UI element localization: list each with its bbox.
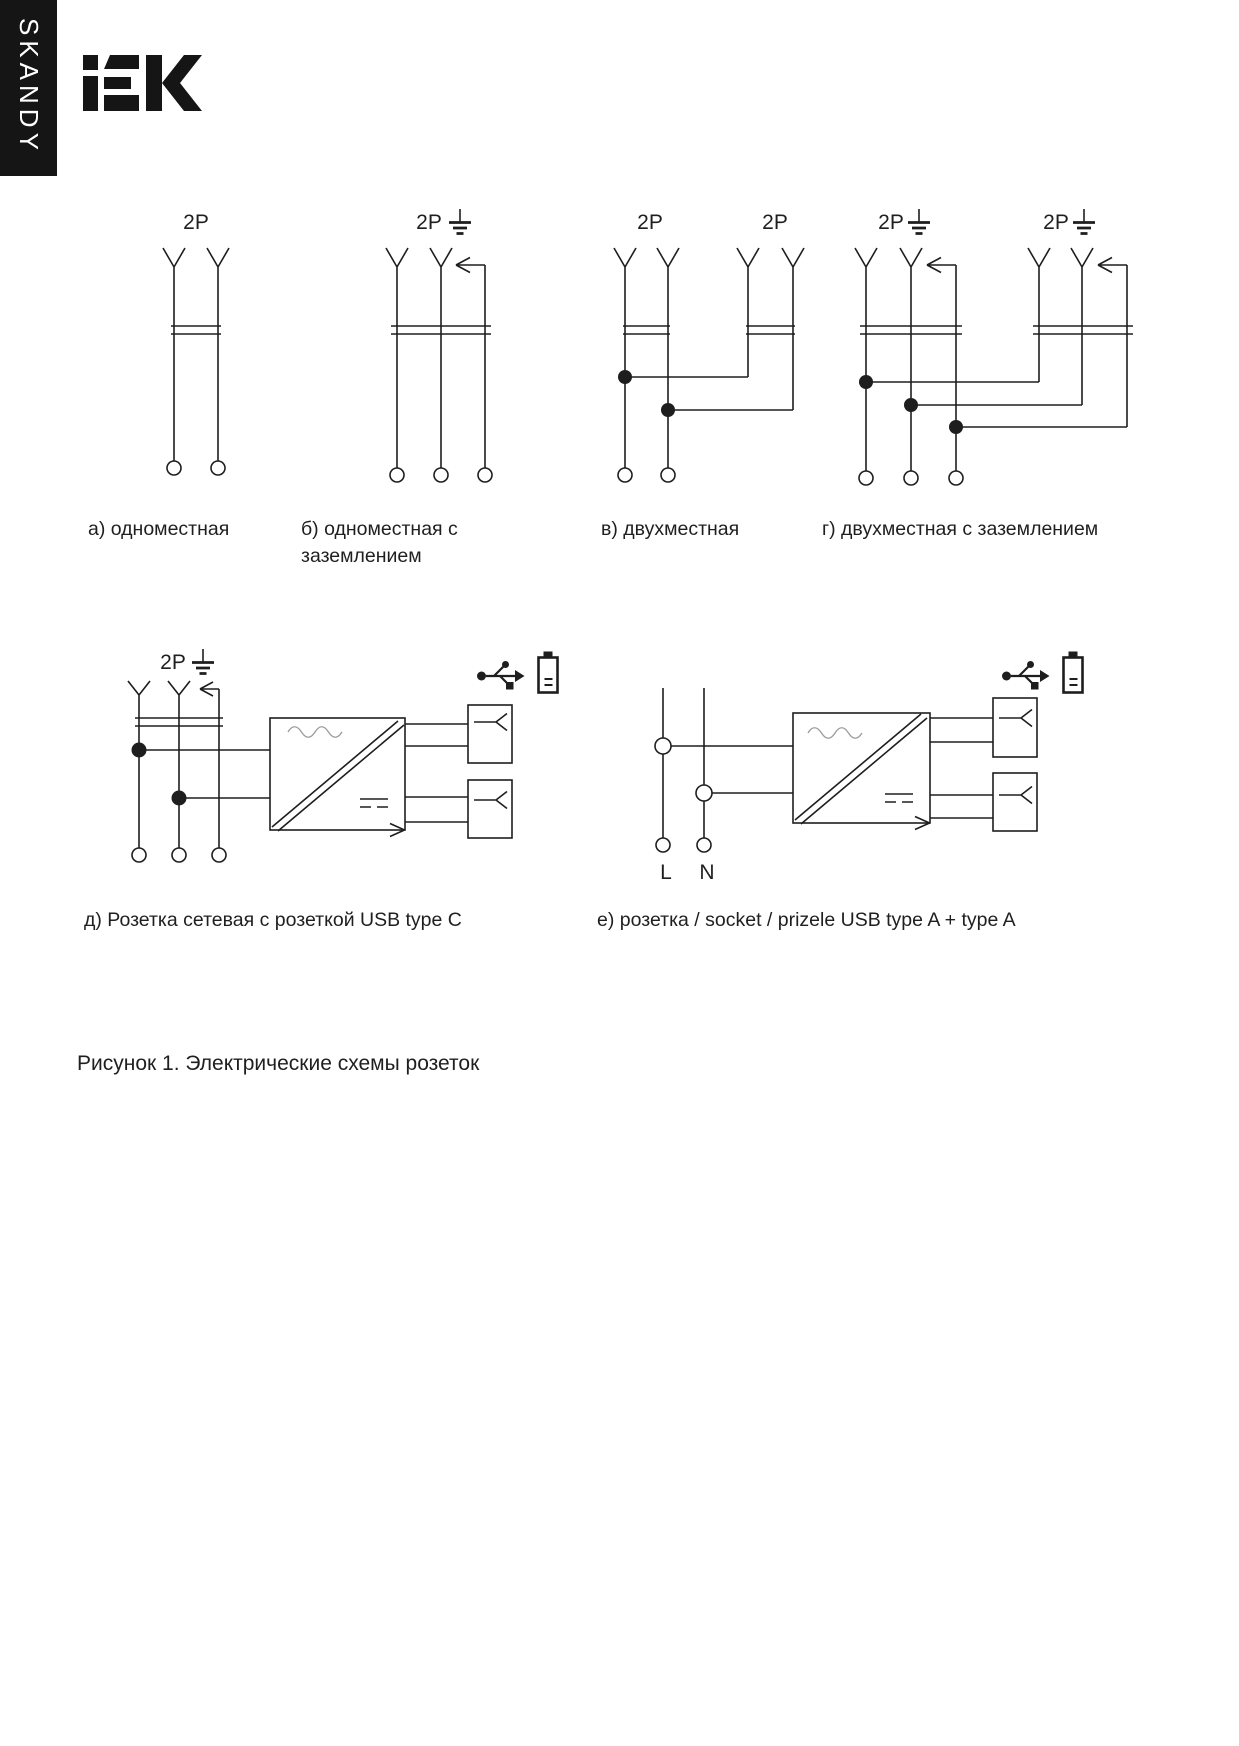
figure-caption: Рисунок 1. Электрические схемы розеток [77, 1052, 480, 1075]
junction-dot [859, 375, 873, 389]
caption-g: г) двухместная с заземлением [822, 518, 1099, 540]
earth-icon [449, 209, 471, 234]
earth-arrow [927, 258, 956, 273]
ac-wave-icon [808, 728, 862, 739]
acdc-converter [793, 713, 930, 830]
earth-icon [908, 209, 930, 234]
socket-base-lines [623, 326, 670, 334]
terminal-circle [904, 471, 918, 485]
supply-wires [671, 746, 793, 793]
pole-label: 2P [416, 211, 442, 234]
terminal-l-label: L [660, 861, 672, 884]
port-box [468, 705, 512, 763]
terminal-circle [618, 468, 632, 482]
earth-icon [192, 649, 214, 674]
converter-diagonal [795, 714, 927, 824]
pin-contact [614, 248, 636, 468]
usb-output-port [993, 698, 1037, 757]
tap-node [696, 785, 712, 801]
pin-contact [128, 681, 150, 848]
port-box [468, 780, 512, 838]
diagram-e-schematic [655, 652, 1083, 885]
earth-icon [1073, 209, 1095, 234]
contact-fork-icon [999, 787, 1032, 804]
terminal-circle [390, 468, 404, 482]
junction-dot [904, 398, 918, 412]
pin-contact [430, 248, 452, 468]
converter-box [270, 718, 405, 830]
terminal-circle [167, 461, 181, 475]
earth-arrow [456, 258, 485, 273]
contact-fork-icon [474, 792, 507, 809]
battery-icon [539, 652, 558, 693]
diagram-b-schematic [386, 209, 492, 482]
socket-base-lines [746, 326, 795, 334]
caption-b [301, 516, 458, 570]
pole-label: 2P [762, 211, 788, 234]
pin-contact [782, 248, 804, 410]
output-wires [930, 718, 993, 818]
caption-a: а) одноместная [88, 518, 230, 540]
junction-dot [618, 370, 632, 384]
pin-contact [855, 248, 877, 471]
caption-v: в) двухместная [601, 518, 740, 540]
pin-contact [163, 248, 185, 461]
ac-wave-icon [288, 727, 342, 738]
caption-d: д) Розетка сетевая с розеткой USB type C [84, 909, 462, 931]
acdc-converter [270, 718, 405, 837]
jumper-wires [625, 377, 793, 410]
terminal-circle [434, 468, 448, 482]
pin-contact [900, 248, 922, 471]
dc-icon [885, 794, 913, 802]
pole-label: 2P [878, 211, 904, 234]
tap-node [655, 738, 671, 754]
pole-label: 2P [183, 211, 209, 234]
usb-trident-icon [477, 661, 525, 690]
dc-icon [360, 799, 388, 807]
usb-output-port [993, 773, 1037, 831]
socket-base-lines [1033, 326, 1133, 334]
supply-wires [139, 750, 270, 798]
earth-arrow [1098, 258, 1127, 273]
converter-box [793, 713, 930, 823]
terminal-circle [656, 838, 670, 852]
terminal-circle [697, 838, 711, 852]
earth-arrow [200, 682, 219, 696]
pole-label: 2P [637, 211, 663, 234]
terminal-circle [661, 468, 675, 482]
contact-fork-icon [474, 714, 507, 731]
usb-output-port [468, 780, 512, 838]
pin-contact [386, 248, 408, 468]
terminal-circle [132, 848, 146, 862]
caption-b-line1: б) одноместная с [301, 518, 458, 540]
terminal-circle [212, 848, 226, 862]
terminal-circle [172, 848, 186, 862]
socket-base-lines [171, 326, 221, 334]
port-box [993, 698, 1037, 757]
junction-dot [949, 420, 963, 434]
diagram-g-schematic [855, 209, 1133, 485]
battery-icon [1064, 652, 1083, 693]
series-tab-label: SKANDY [14, 18, 44, 155]
converter-diagonal [272, 721, 404, 831]
output-wires [405, 724, 468, 822]
terminal-circle [859, 471, 873, 485]
caption-e: е) розетка / socket / prizele USB type A + type A [597, 909, 1016, 931]
pole-label: 2P [160, 651, 186, 674]
diagram-v-schematic [614, 211, 804, 482]
pin-contact [737, 248, 759, 377]
pin-contact [168, 681, 190, 848]
terminal-circle [478, 468, 492, 482]
supply-lines [663, 688, 704, 838]
terminal-circle [211, 461, 225, 475]
diagram-d-schematic [128, 649, 558, 862]
pin-contact [207, 248, 229, 461]
pin-contact [657, 248, 679, 468]
pole-label: 2P [1043, 211, 1069, 234]
caption-b-line2: заземлением [301, 545, 422, 567]
diagram-a-schematic [163, 211, 229, 475]
usb-trident-icon [1002, 661, 1050, 690]
terminal-circle [949, 471, 963, 485]
contact-fork-icon [999, 710, 1032, 727]
pin-contact [1028, 248, 1050, 382]
junction-dot [661, 403, 675, 417]
terminal-n-label: N [699, 861, 715, 884]
usb-output-port [468, 705, 512, 763]
